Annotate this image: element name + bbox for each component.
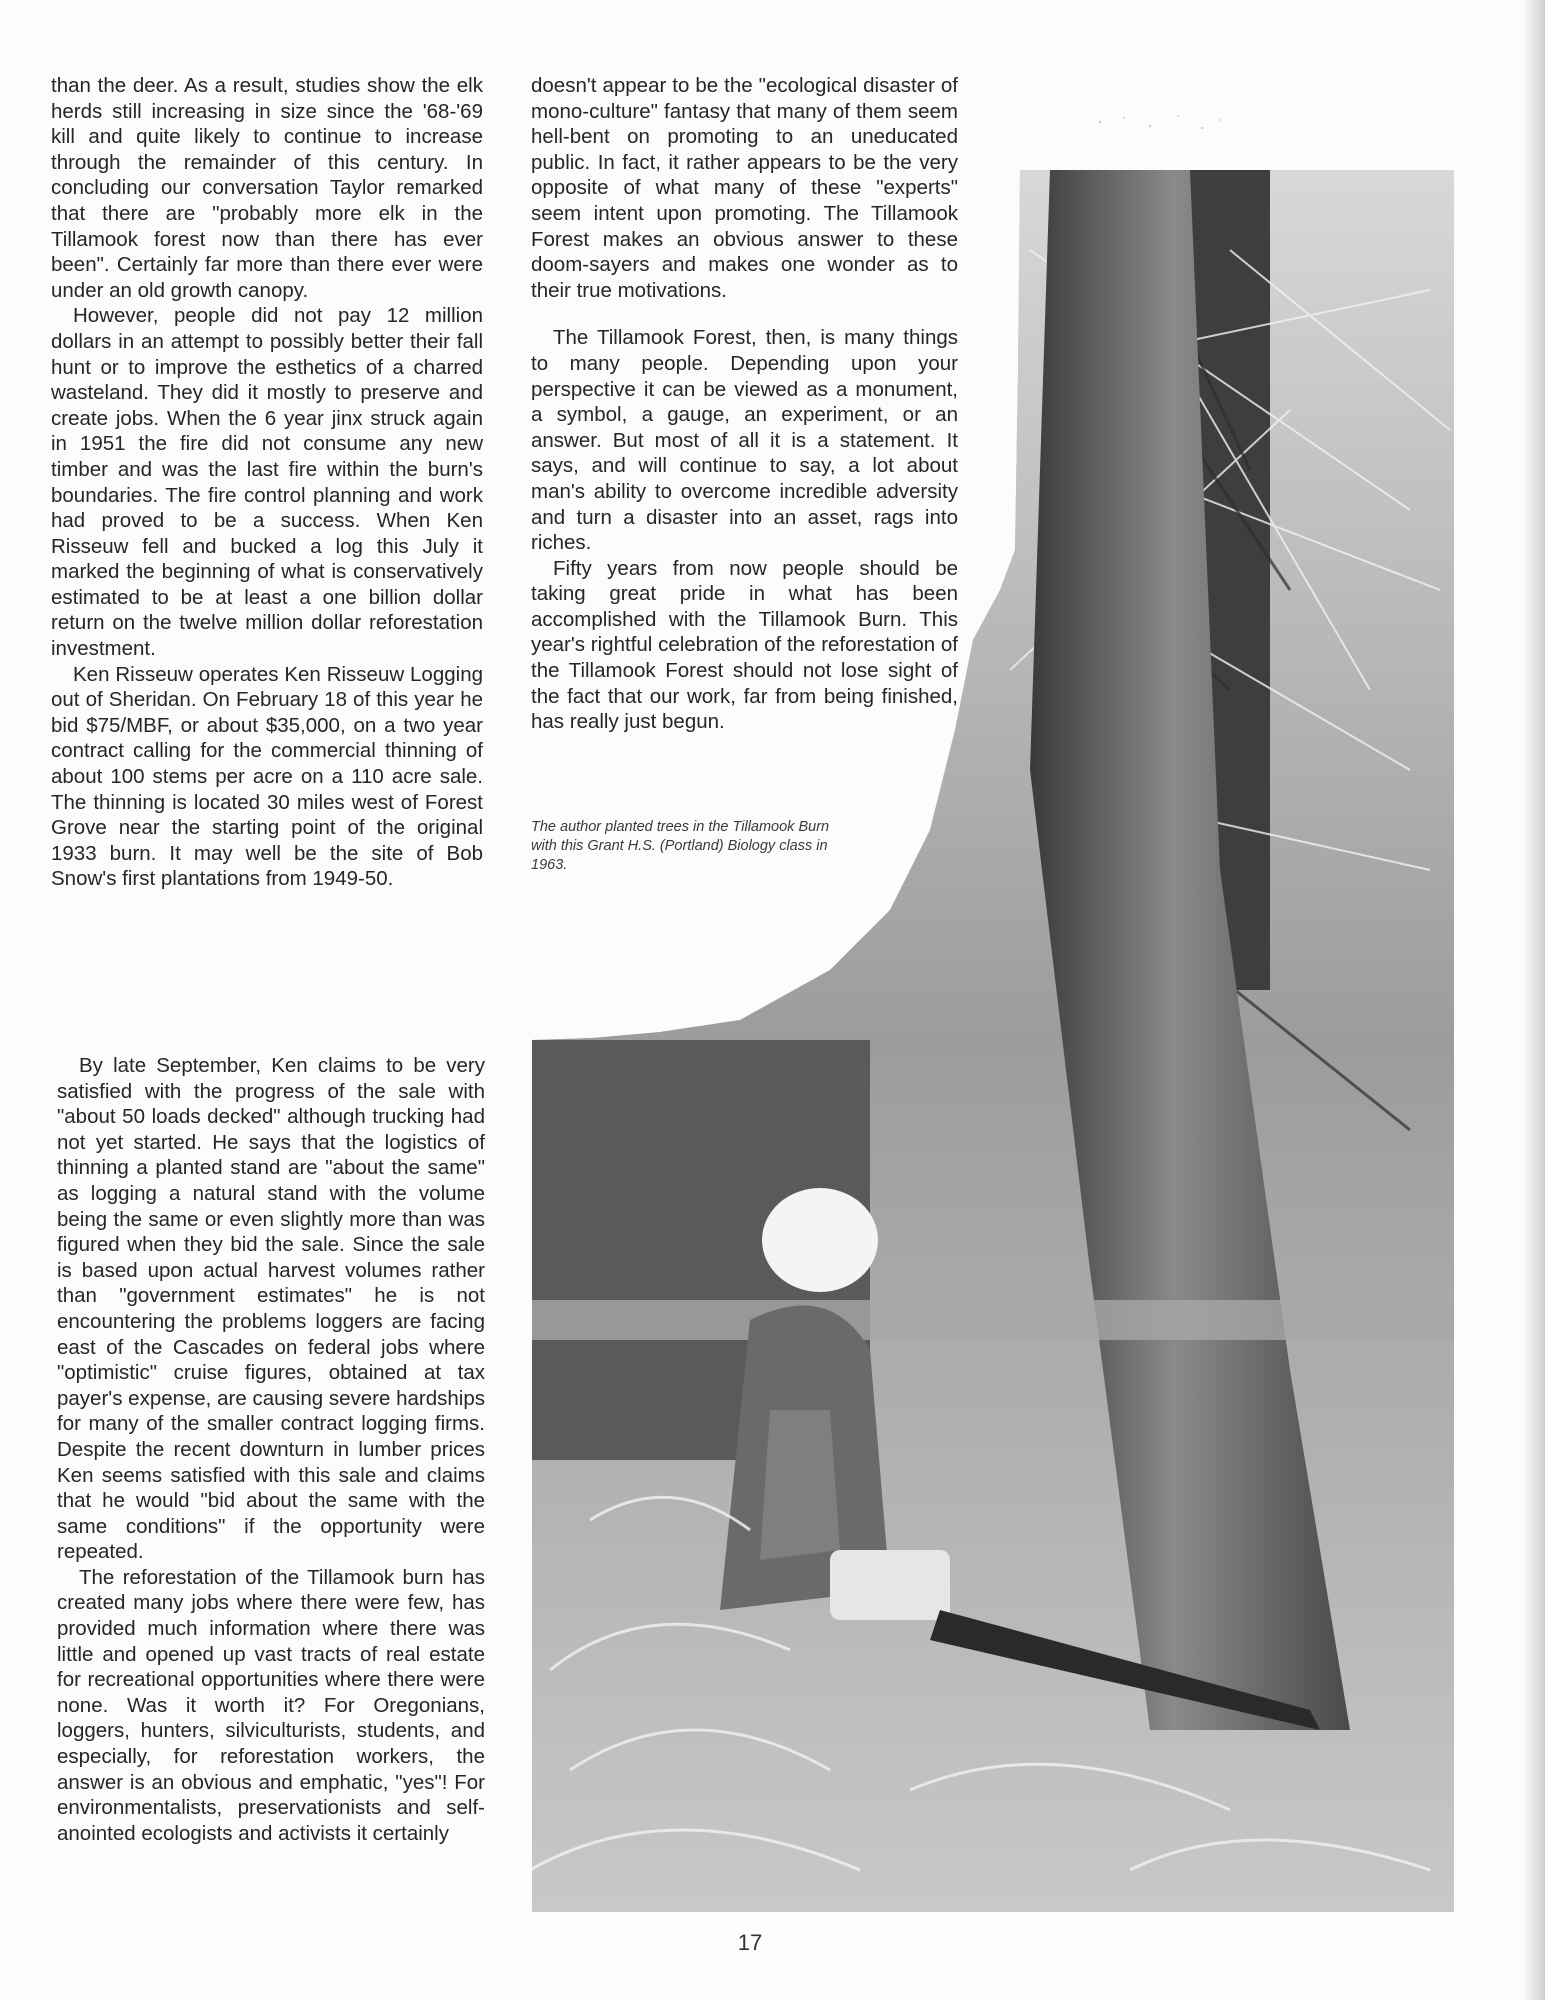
page-edge-shadow — [1523, 0, 1545, 2000]
article-column-left-bottom — [57, 1053, 485, 1846]
paragraph: The Tillamook Forest, then, is many things to many people. Depending upon your perspective it can be viewed as a monument, a symbol, a gauge, an experiment, or an answer. But most of all it is a statement. It says, and will continue to say, a lot about man's ability to overcome incredible adversity and turn a disaster into an asset, rags into riches. — [531, 326, 958, 555]
paragraph: By late September, Ken claims to be very satisfied with the progress of the sale with "about 50 loads decked" although trucking had not yet started. He says that the logistics of thinning a planted stand are "about the same" as logging a natural stand with the volume being the same or even slightly more than was figured when they bid the sale. Since the sale is based upon actual harvest volumes rather than "government estimates" he is not encountering the problems loggers are facing east of the Cascades on federal jobs where "optimistic" cruise figures, obtained at tax payer's expense, are causing severe hardships for many of the smaller contract logging firms. Despite the recent downturn in lumber prices Ken seems satisfied with this sale and claims that he would "bid about the same with the same conditions" if the opportunity were repeated. — [57, 1054, 485, 1564]
paragraph: The reforestation of the Tillamook burn has created many jobs where there were few, has provided much information where there was little and opened up vast tracts of real estate for recreational opportunities where there were none. Was it worth it? For Oregonians, loggers, hunters, silviculturists, students, and especially, for reforestation workers, the answer is an obvious and emphatic, "yes"! For environmentalists, preservationists and self-anointed ecologists and activists it certainly — [57, 1565, 485, 1845]
article-column-left-top — [51, 73, 483, 892]
scan-specks — [1080, 108, 1240, 138]
paragraph: Ken Risseuw operates Ken Risseuw Logging out of Sheridan. On February 18 of this year he bid $75/MBF, or about $35,000, on a two year contract calling for the commercial thinning of about 100 stems per acre on a 110 acre sale. The thinning is located 30 miles west of Forest Grove near the starting point of the original 1933 burn. It may well be the site of Bob Snow's first plantations from 1949-50. — [51, 662, 483, 891]
paragraph: than the deer. As a result, studies show the elk herds still increasing in size since the '68-'69 kill and quite likely to continue to increase through the remainder of this century. In concluding our conversation Taylor remarked that there are "probably more elk in the Tillamook forest now than there has ever been". Certainly far more than there ever were under an old growth canopy. — [51, 74, 483, 302]
article-column-right — [531, 73, 958, 735]
paragraph: However, people did not pay 12 million dollars in an attempt to possibly better their fall hunt or to improve the esthetics of a charred wasteland. They did it mostly to preserve and create jobs. When the 6 year jinx struck again in 1951 the fire did not consume any new timber and was the last fire within the burn's boundaries. The fire control planning and work had proved to be a success. When Ken Risseuw fell and bucked a log this July it marked the beginning of what is conservatively estimated to be at least a one billion dollar return on the twelve million dollar reforestation investment. — [51, 304, 483, 661]
page-number: 17 — [737, 1930, 763, 1955]
paragraph: doesn't appear to be the "ecological disaster of mono-culture" fantasy that many of them seem hell-bent on promoting to an uneducated public. In fact, it rather appears to be the very opposite of what many of these "experts" seem intent upon promoting. The Tillamook Forest makes an obvious answer to these doom-sayers and makes one wonder as to their true motivations. — [531, 74, 958, 302]
paragraph: Fifty years from now people should be taking great pride in what has been accomplished with the Tillamook Burn. This year's rightful celebration of the reforestation of the Tillamook Forest should not lose sight of the fact that our work, far from being finished, has really just begun. — [531, 556, 958, 734]
photo-caption: The author planted trees in the Tillamook Burn with this Grant H.S. (Portland) Biology class in 1963. — [531, 819, 830, 873]
